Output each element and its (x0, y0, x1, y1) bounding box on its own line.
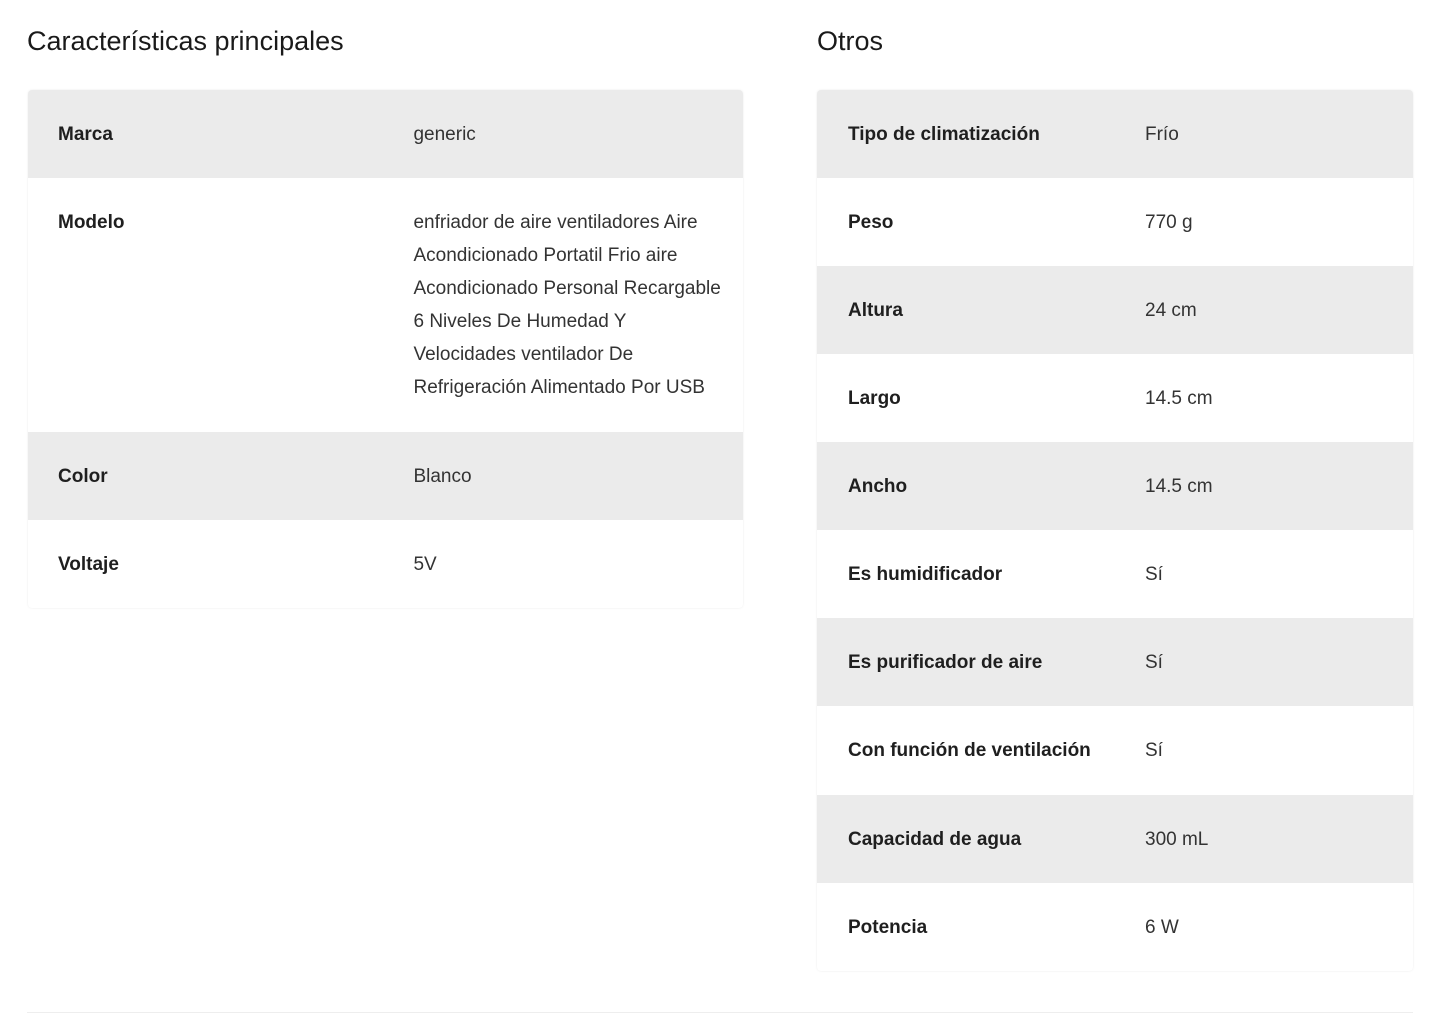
spec-label: Es purificador de aire (848, 652, 1043, 673)
spec-value: enfriador de aire ventiladores Aire Acondicionado Portatil Frio aire Acondicionado Personal Recargable 6 Niveles De Humedad Y Velocidades ventilador De Refrigeración Alimentado Por USB (413, 212, 721, 398)
spec-label: Modelo (58, 212, 125, 233)
spec-value: 770 g (1145, 212, 1193, 233)
table-row (817, 883, 1413, 971)
spec-label: Altura (848, 300, 903, 321)
table-row (28, 520, 743, 608)
table-row (817, 90, 1413, 178)
spec-label: Con función de ventilación (848, 740, 1091, 761)
spec-value: Sí (1145, 740, 1163, 761)
spec-value: 5V (413, 554, 437, 575)
spec-value: Frío (1145, 124, 1179, 145)
others-table (817, 90, 1413, 971)
table-row (817, 530, 1413, 618)
table-row (817, 618, 1413, 706)
spec-label: Tipo de climatización (848, 124, 1040, 145)
spec-value: Sí (1145, 564, 1163, 585)
table-row (817, 442, 1413, 530)
spec-value: 14.5 cm (1145, 388, 1213, 409)
spec-label: Voltaje (58, 554, 119, 575)
spec-label: Color (58, 466, 108, 487)
spec-value: 24 cm (1145, 300, 1197, 321)
spec-label: Marca (58, 124, 113, 145)
table-row (28, 90, 743, 178)
spec-value: Sí (1145, 652, 1163, 673)
table-row (817, 266, 1413, 354)
spec-label: Capacidad de agua (848, 829, 1022, 850)
table-row (817, 795, 1413, 883)
table-row (817, 178, 1413, 266)
spec-value: generic (413, 124, 476, 145)
table-row (817, 706, 1413, 795)
spec-value: Blanco (413, 466, 472, 487)
spec-value: 6 W (1145, 917, 1179, 938)
spec-label: Potencia (848, 917, 928, 938)
main-features-title: Características principales (27, 26, 344, 56)
table-row (28, 432, 743, 520)
spec-label: Largo (848, 388, 901, 409)
spec-label: Es humidificador (848, 564, 1003, 585)
table-row (28, 178, 743, 432)
spec-value: 300 mL (1145, 829, 1209, 850)
others-title: Otros (817, 26, 884, 56)
table-row (817, 354, 1413, 442)
spec-label: Ancho (848, 476, 908, 497)
main-features-table (28, 90, 743, 608)
spec-value: 14.5 cm (1145, 476, 1213, 497)
spec-label: Peso (848, 212, 894, 233)
divider (27, 1012, 1413, 1013)
